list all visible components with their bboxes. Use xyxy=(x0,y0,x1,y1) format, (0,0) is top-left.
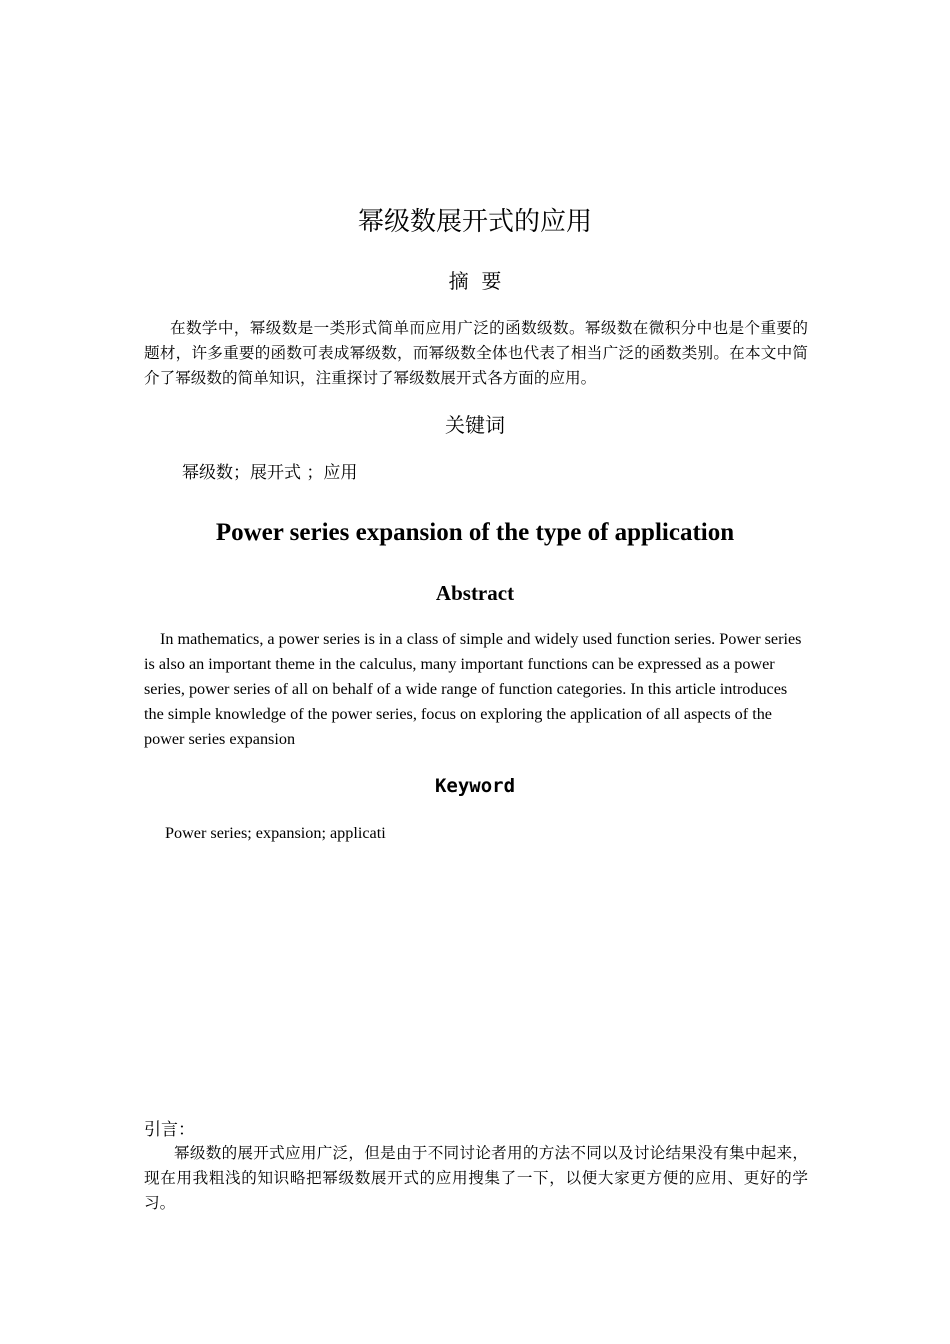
introduction-heading: 引言： xyxy=(144,1120,195,1140)
chinese-abstract-heading: 摘 要 xyxy=(448,269,502,293)
chinese-title: 幂级数展开式的应用 xyxy=(357,207,592,237)
chinese-abstract-text: 在数学中，幂级数是一类形式简单而应用广泛的函数级数。幂级数在微积分中也是个重要的题材，许多重要的函数可表成幂级数，而幂级数全体也代表了相当广泛的函数类别。在本文中简介了幂级数的简单知识，注重探讨了幂级数展开式各方面的应用。 xyxy=(144,319,808,387)
english-abstract-text: In mathematics, a power series is in a class of simple and widely used function series. Power series is also an important theme in the calculus, many important functions can be expressed as a power series, power series of all on behalf of a wide range of function categories. In this article introduces the simple knowledge of the power series, focus on exploring the application of all aspects of the power series expansion xyxy=(144,630,802,748)
english-abstract-heading: Abstract xyxy=(435,581,515,605)
chinese-keywords-heading: 关键词 xyxy=(445,413,505,437)
english-keywords: Power series; expansion; applicati xyxy=(165,824,386,842)
english-title: Power series expansion of the type of application xyxy=(215,519,735,546)
chinese-keywords: 幂级数；展开式 ；应用 xyxy=(182,463,358,483)
introduction-text: 幂级数的展开式应用广泛，但是由于不同讨论者用的方法不同以及讨论结果没有集中起来，现在用我粗浅的知识略把幂级数展开式的应用搜集了一下，以便大家更方便的应用、更好的学习。 xyxy=(144,1144,808,1212)
english-keywords-heading: Keyword xyxy=(434,775,516,797)
